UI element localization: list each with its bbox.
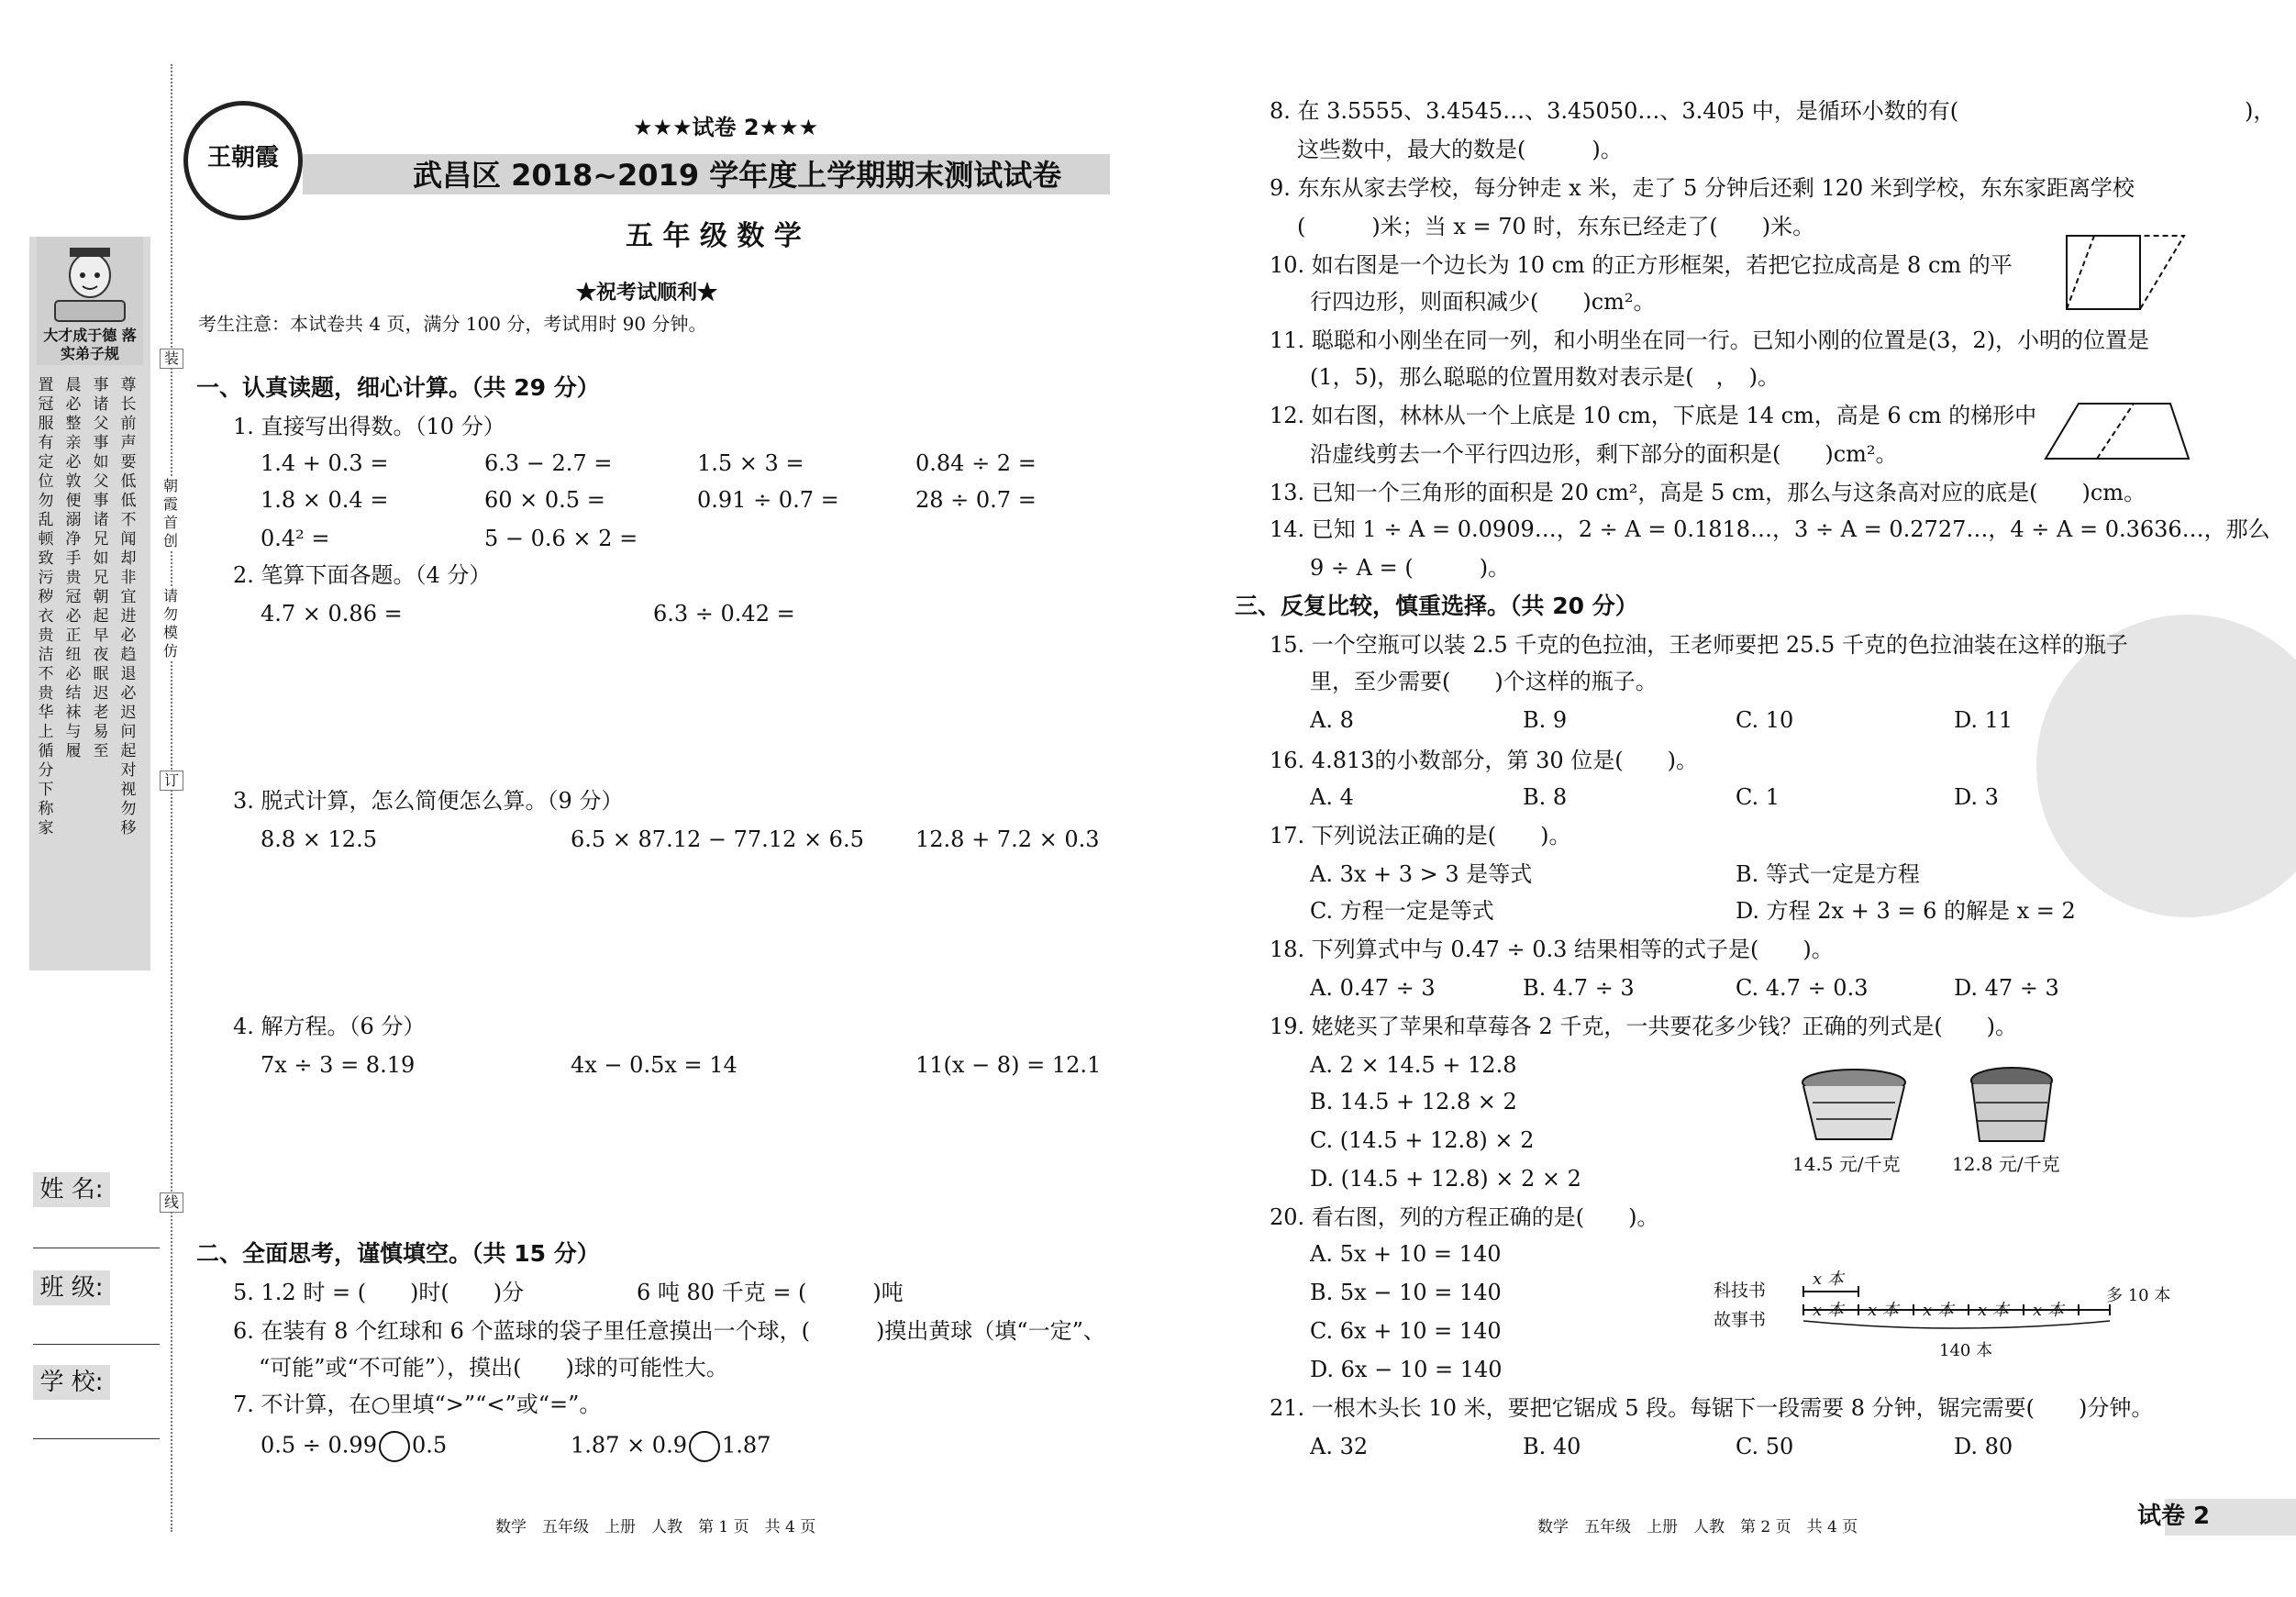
rule-column-4: 尊长前声要低低不闻却非宜进必趋退必迟问起对视勿移 — [120, 376, 137, 837]
tag-original: 朝霞首创 — [160, 477, 182, 550]
q12-line-2[interactable]: 沿虚线剪去一个平行四边形，剩下部分的面积是( )cm²。 — [1310, 441, 1898, 467]
q17-option-b[interactable]: B. 等式一定是方程 — [1736, 861, 1920, 887]
q15-option-b[interactable]: B. 9 — [1523, 707, 1568, 733]
q7-prompt: 7. 不计算，在○里填“>”“<”或“=”。 — [233, 1392, 602, 1417]
diagram-x-label: x 本 — [1813, 1301, 1844, 1320]
corner-exam-tag: 试卷 2 — [2137, 1503, 2211, 1530]
q2-item[interactable]: 6.3 ÷ 0.42 = — [653, 601, 795, 627]
q18: 18. 下列算式中与 0.47 ÷ 0.3 结果相等的式子是( )。 — [1270, 937, 1834, 962]
name-label: 姓 名: — [33, 1172, 110, 1207]
section-3-heading: 三、反复比较，慎重选择。（共 20 分） — [1235, 593, 1638, 619]
exam-notice: 考生注意：本试卷共 4 页，满分 100 分，考试用时 90 分钟。 — [198, 313, 707, 335]
diagram-x-label: x 本 — [1923, 1301, 1954, 1320]
good-luck: ★祝考试顺利★ — [576, 281, 718, 305]
binding-line — [171, 64, 172, 1532]
q1-item[interactable]: 60 × 0.5 = — [484, 487, 605, 513]
q8-line-2[interactable]: 这些数中，最大的数是( )。 — [1297, 137, 1623, 162]
q18-option-b[interactable]: B. 4.7 ÷ 3 — [1523, 975, 1635, 1001]
q7-compare-a[interactable] — [261, 1431, 447, 1462]
q20: 20. 看右图，列的方程正确的是( )。 — [1270, 1204, 1659, 1230]
q10-line-2[interactable]: 行四边形，则面积减少( )cm²。 — [1310, 289, 1656, 315]
q1-item[interactable]: 5 − 0.6 × 2 = — [484, 526, 638, 551]
brand-logo — [183, 101, 303, 220]
square-frame-figure — [2064, 233, 2187, 312]
compare-circle-icon[interactable] — [379, 1431, 410, 1462]
q20-option-c[interactable]: C. 6x + 10 = 140 — [1310, 1318, 1502, 1344]
q2-item[interactable]: 4.7 × 0.86 = — [261, 601, 403, 627]
q4-item[interactable]: 4x − 0.5x = 14 — [571, 1052, 738, 1078]
q16[interactable]: 16. 4.8̇13̇的小数部分，第 30 位是( )。 — [1270, 748, 1699, 773]
q17-option-a[interactable]: A. 3x + 3 > 3 是等式 — [1310, 861, 1533, 887]
compare-circle-icon[interactable] — [689, 1431, 720, 1462]
q16-option-c[interactable]: C. 1 — [1736, 784, 1780, 810]
q1-item[interactable]: 6.3 − 2.7 = — [484, 450, 613, 476]
school-line[interactable] — [33, 1438, 160, 1439]
q18-option-d[interactable]: D. 47 ÷ 3 — [1954, 975, 2059, 1001]
q9-line-1: 9. 东东从家去学校，每分钟走 x 米，走了 5 分钟后还剩 120 米到学校，东东家距离学校 — [1270, 175, 2135, 201]
q6-line-2[interactable]: “可能”或“不可能”），摸出( )球的可能性大。 — [259, 1355, 728, 1381]
q19-option-a[interactable]: A. 2 × 14.5 + 12.8 — [1310, 1052, 1517, 1078]
q19-option-d[interactable]: D. (14.5 + 12.8) × 2 × 2 — [1310, 1166, 1581, 1192]
q4-prompt: 4. 解方程。（6 分） — [233, 1014, 426, 1039]
q7-compare-b[interactable] — [571, 1431, 771, 1462]
q15-option-a[interactable]: A. 8 — [1310, 707, 1354, 733]
tag-ding: 订 — [160, 771, 183, 791]
q5-part-b[interactable]: 6 吨 80 千克 = ( )吨 — [637, 1280, 904, 1305]
q7a-right: 0.5 — [411, 1432, 448, 1458]
diagram-tech-label: 科技书 — [1714, 1281, 1767, 1301]
trapezoid-figure — [2042, 400, 2192, 462]
school-label: 学 校: — [33, 1365, 110, 1400]
q12-line-1: 12. 如右图，林林从一个上底是 10 cm，下底是 14 cm，高是 6 cm 的梯形中 — [1270, 403, 2037, 428]
q1-item[interactable]: 0.4² = — [261, 526, 330, 551]
q1-item[interactable]: 1.8 × 0.4 = — [261, 487, 389, 513]
tag-no-copy: 请勿模仿 — [160, 587, 182, 660]
q7b-right: 1.87 — [721, 1432, 771, 1458]
q11-line-2[interactable]: (1，5)，那么聪聪的位置用数对表示是( ， )。 — [1310, 364, 1780, 390]
q4-item[interactable]: 7x ÷ 3 = 8.19 — [261, 1052, 416, 1078]
tag-zhuang: 装 — [160, 349, 183, 369]
q3-item[interactable]: 12.8 + 7.2 × 0.3 — [915, 826, 1100, 852]
q9-line-2[interactable]: ( )米；当 x = 70 时，东东已经走了( )米。 — [1297, 214, 1815, 239]
q7b-left: 1.87 × 0.9 — [571, 1432, 687, 1458]
q14-line-1: 14. 已知 1 ÷ A = 0.0909…，2 ÷ A = 0.1818…，3 ÷ A = 0.2727…，4 ÷ A = 0.3636…，那么 — [1270, 516, 2270, 542]
page-2-footer: 数学 五年级 上册 人教 第 2 页 共 4 页 — [1537, 1518, 1858, 1536]
q20-option-a[interactable]: A. 5x + 10 = 140 — [1310, 1241, 1502, 1267]
apple-price: 14.5 元/千克 — [1792, 1153, 1901, 1175]
section-2-heading: 二、全面思考，谨慎填空。（共 15 分） — [196, 1240, 600, 1267]
class-line[interactable] — [33, 1344, 160, 1345]
q6-line-1[interactable]: 6. 在装有 8 个红球和 6 个蓝球的袋子里任意摸出一个球，( )摸出黄球（填“一定”、 — [233, 1318, 1105, 1344]
sidebar-motto: 大才成于德 落实弟子规 — [43, 327, 137, 362]
q11-line-1: 11. 聪聪和小刚坐在同一列，和小明坐在同一行。已知小刚的位置是(3，2)，小明的位置是 — [1270, 327, 2150, 353]
q1-item[interactable]: 1.5 × 3 = — [697, 450, 804, 476]
q15-line-1: 15. 一个空瓶可以装 2.5 千克的色拉油，王老师要把 25.5 千克的色拉油装在这样的瓶子 — [1270, 632, 2128, 658]
q4-item[interactable]: 11(x − 8) = 12.1 — [915, 1052, 1102, 1078]
q15-line-2[interactable]: 里，至少需要( )个这样的瓶子。 — [1310, 669, 1658, 694]
q16-option-d[interactable]: D. 3 — [1954, 784, 1999, 810]
q19-option-c[interactable]: C. (14.5 + 12.8) × 2 — [1310, 1127, 1535, 1153]
apple-basket-icon — [1794, 1066, 1913, 1145]
strawberry-basket-icon — [1961, 1066, 2062, 1145]
q19: 19. 姥姥买了苹果和草莓各 2 千克，一共要花多少钱？正确的列式是( )。 — [1270, 1014, 2018, 1039]
q21-option-d[interactable]: D. 80 — [1954, 1434, 2013, 1459]
q13[interactable]: 13. 已知一个三角形的面积是 20 cm²，高是 5 cm，那么与这条高对应的底是( )cm。 — [1270, 480, 2146, 505]
tag-xian: 线 — [160, 1192, 183, 1213]
class-label: 班 级: — [33, 1270, 110, 1305]
q3-item[interactable]: 6.5 × 87.12 − 77.12 × 6.5 — [571, 826, 864, 852]
q1-item[interactable]: 28 ÷ 0.7 = — [915, 487, 1037, 513]
q15-option-d[interactable]: D. 11 — [1954, 707, 2013, 733]
series-label: ★★★试卷 2★★★ — [633, 115, 819, 140]
q20-option-d[interactable]: D. 6x − 10 = 140 — [1310, 1357, 1503, 1382]
binding-sidebar — [29, 237, 150, 970]
q21-option-b[interactable]: B. 40 — [1523, 1434, 1581, 1459]
diagram-more-label: 多 10 本 — [2106, 1286, 2171, 1305]
diagram-total-label: 140 本 — [1939, 1341, 1993, 1360]
diagram-x-label: x 本 — [2033, 1301, 2064, 1320]
page-1-footer: 数学 五年级 上册 人教 第 1 页 共 4 页 — [495, 1518, 816, 1536]
q15-option-c[interactable]: C. 10 — [1736, 707, 1794, 733]
q18-option-a[interactable]: A. 0.47 ÷ 3 — [1310, 975, 1436, 1001]
q2-prompt: 2. 笔算下面各题。（4 分） — [233, 562, 492, 588]
mascot-panel — [37, 237, 143, 365]
diagram-x-label: x 本 — [1978, 1301, 2009, 1320]
q1-prompt: 1. 直接写出得数。（10 分） — [233, 414, 505, 439]
q16-option-b[interactable]: B. 8 — [1523, 784, 1568, 810]
logo-text: 王朝霞 — [206, 144, 279, 172]
diagram-x-label: x 本 — [1813, 1270, 1844, 1289]
exam-title: 武昌区 2018~2019 学年度上学期期末测试试卷 — [413, 158, 1062, 193]
exam-subject: 五 年 级 数 学 — [626, 220, 802, 252]
q21-option-c[interactable]: C. 50 — [1736, 1434, 1794, 1459]
q5-part-a[interactable]: 5. 1.2 时 = ( )时( )分 — [233, 1280, 525, 1305]
q14-line-2[interactable]: 9 ÷ A = ( )。 — [1310, 555, 1511, 581]
q21-option-a[interactable]: A. 32 — [1310, 1434, 1369, 1459]
q17-option-c[interactable]: C. 方程一定是等式 — [1310, 898, 1494, 924]
q1-item[interactable]: 1.4 + 0.3 = — [261, 450, 389, 476]
q21[interactable]: 21. 一根木头长 10 米，要把它锯成 5 段。每锯下一段需要 8 分钟，锯完需要( )分钟。 — [1270, 1395, 2154, 1421]
rule-column-2: 晨必整亲必敦便溺净手贵冠必正纽必结袜与履 — [65, 376, 82, 760]
q8-line-1[interactable]: 8. 在 3.5555、3.4545…、3.45050…、3.405 中，是循环小数的有( )， — [1270, 98, 2276, 124]
q3-item[interactable]: 8.8 × 12.5 — [261, 826, 377, 852]
q19-option-b[interactable]: B. 14.5 + 12.8 × 2 — [1310, 1089, 1517, 1115]
q20-option-b[interactable]: B. 5x − 10 = 140 — [1310, 1280, 1502, 1305]
q3-prompt: 3. 脱式计算，怎么简便怎么算。（9 分） — [233, 788, 624, 814]
diagram-story-label: 故事书 — [1714, 1310, 1767, 1330]
q1-item[interactable]: 0.84 ÷ 2 = — [915, 450, 1037, 476]
q10-line-1: 10. 如右图是一个边长为 10 cm 的正方形框架，若把它拉成高是 8 cm 的平 — [1270, 252, 2013, 278]
q7a-left: 0.5 ÷ 0.99 — [261, 1432, 377, 1458]
q17: 17. 下列说法正确的是( )。 — [1270, 823, 1571, 848]
rule-column-3: 事诸父事如父事诸兄如兄朝起早夜眠迟老易至 — [93, 376, 109, 760]
q1-item[interactable]: 0.91 ÷ 0.7 = — [697, 487, 839, 513]
rule-column-1: 置冠服有定位勿乱顿致污秽衣贵洁不贵华上循分下称家 — [38, 376, 54, 837]
diagram-x-label: x 本 — [1868, 1301, 1899, 1320]
q17-option-d[interactable]: D. 方程 2x + 3 = 6 的解是 x = 2 — [1736, 898, 2076, 924]
secret-stamp-watermark — [2036, 615, 2296, 917]
section-1-heading: 一、认真读题，细心计算。（共 29 分） — [196, 374, 600, 401]
q16-option-a[interactable]: A. 4 — [1310, 784, 1354, 810]
q18-option-c[interactable]: C. 4.7 ÷ 0.3 — [1736, 975, 1869, 1001]
strawberry-price: 12.8 元/千克 — [1952, 1153, 2060, 1175]
scholar-mascot-icon — [37, 237, 143, 333]
